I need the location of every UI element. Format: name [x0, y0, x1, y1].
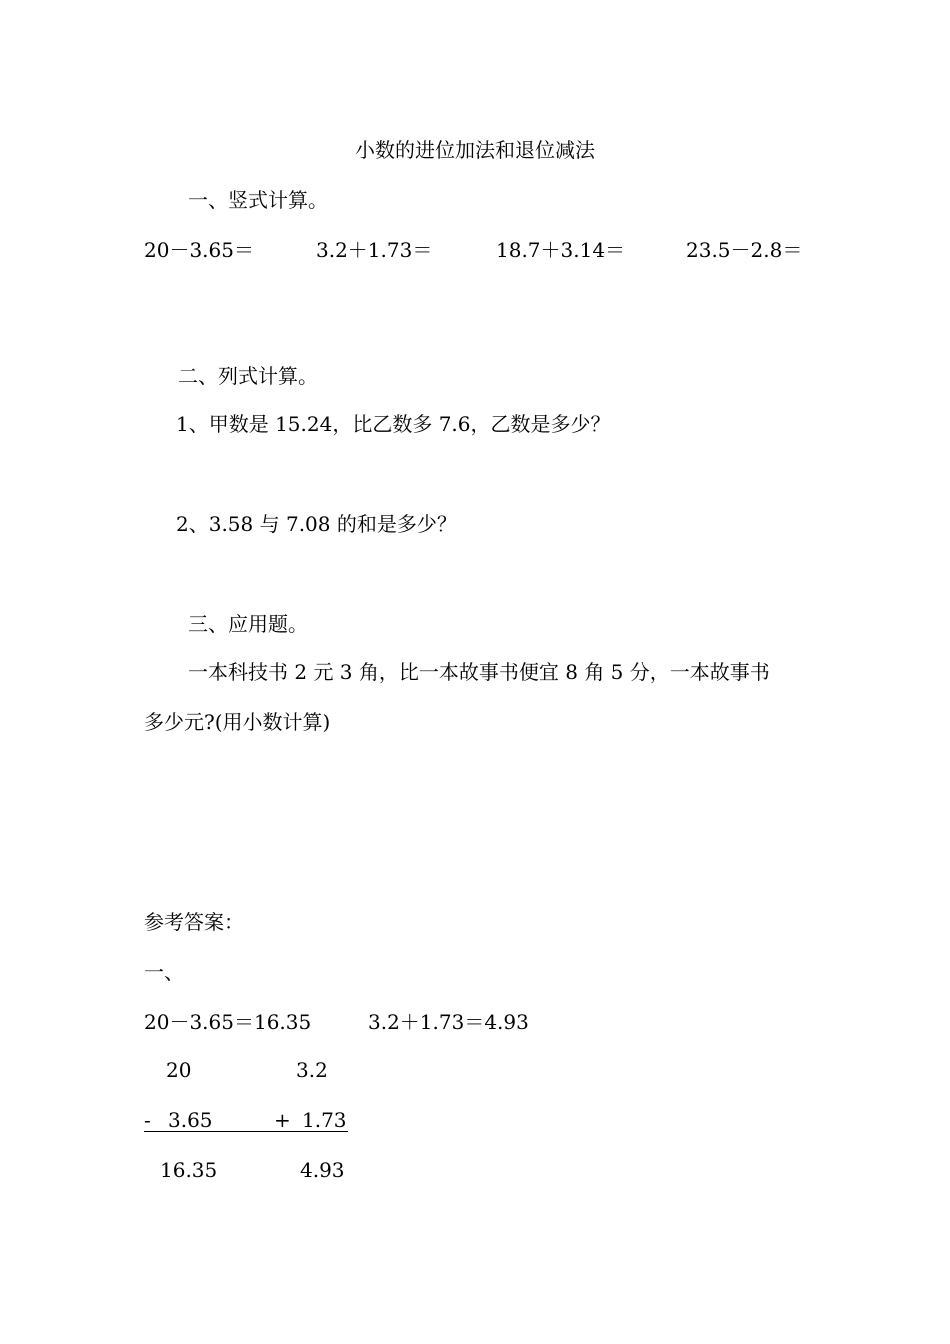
word-problem-line-1: 一本科技书 2 元 3 角，比一本故事书便宜 8 角 5 分，一本故事书 — [188, 660, 770, 684]
column-1-operand: 3.65 — [168, 1108, 213, 1132]
answer-equation-1: 20－3.65＝16.35 — [144, 1010, 312, 1034]
column-1-result: 16.35 — [160, 1158, 218, 1182]
question-2: 2、3.58 与 7.08 的和是多少？ — [176, 512, 457, 536]
problem-1: 20－3.65＝ — [144, 238, 254, 262]
column-2-top-number: 3.2 — [296, 1058, 328, 1082]
page-title: 小数的进位加法和退位减法 — [355, 138, 595, 162]
column-2-operand: 1.73 — [302, 1108, 347, 1132]
section-1-heading: 一、竖式计算。 — [188, 188, 328, 212]
problem-2: 3.2＋1.73＝ — [316, 238, 433, 262]
problem-3: 18.7＋3.14＝ — [496, 238, 626, 262]
answers-title: 参考答案： — [144, 910, 244, 934]
answer-equation-2: 3.2＋1.73＝4.93 — [368, 1010, 529, 1034]
question-1: 1、甲数是 15.24，比乙数多 7.6，乙数是多少？ — [176, 412, 611, 436]
column-2-result: 4.93 — [300, 1158, 345, 1182]
column-1-top-number: 20 — [166, 1058, 192, 1082]
column-2-operator: + — [274, 1108, 291, 1132]
word-problem-line-2: 多少元?(用小数计算) — [144, 710, 331, 734]
section-2-heading: 二、列式计算。 — [178, 364, 318, 388]
problem-4: 23.5－2.8＝ — [686, 238, 803, 262]
column-1-operator: - — [144, 1108, 151, 1132]
answers-section-1-label: 一、 — [144, 960, 184, 984]
section-3-heading: 三、应用题。 — [188, 612, 308, 636]
calculation-rule-line — [144, 1131, 348, 1132]
